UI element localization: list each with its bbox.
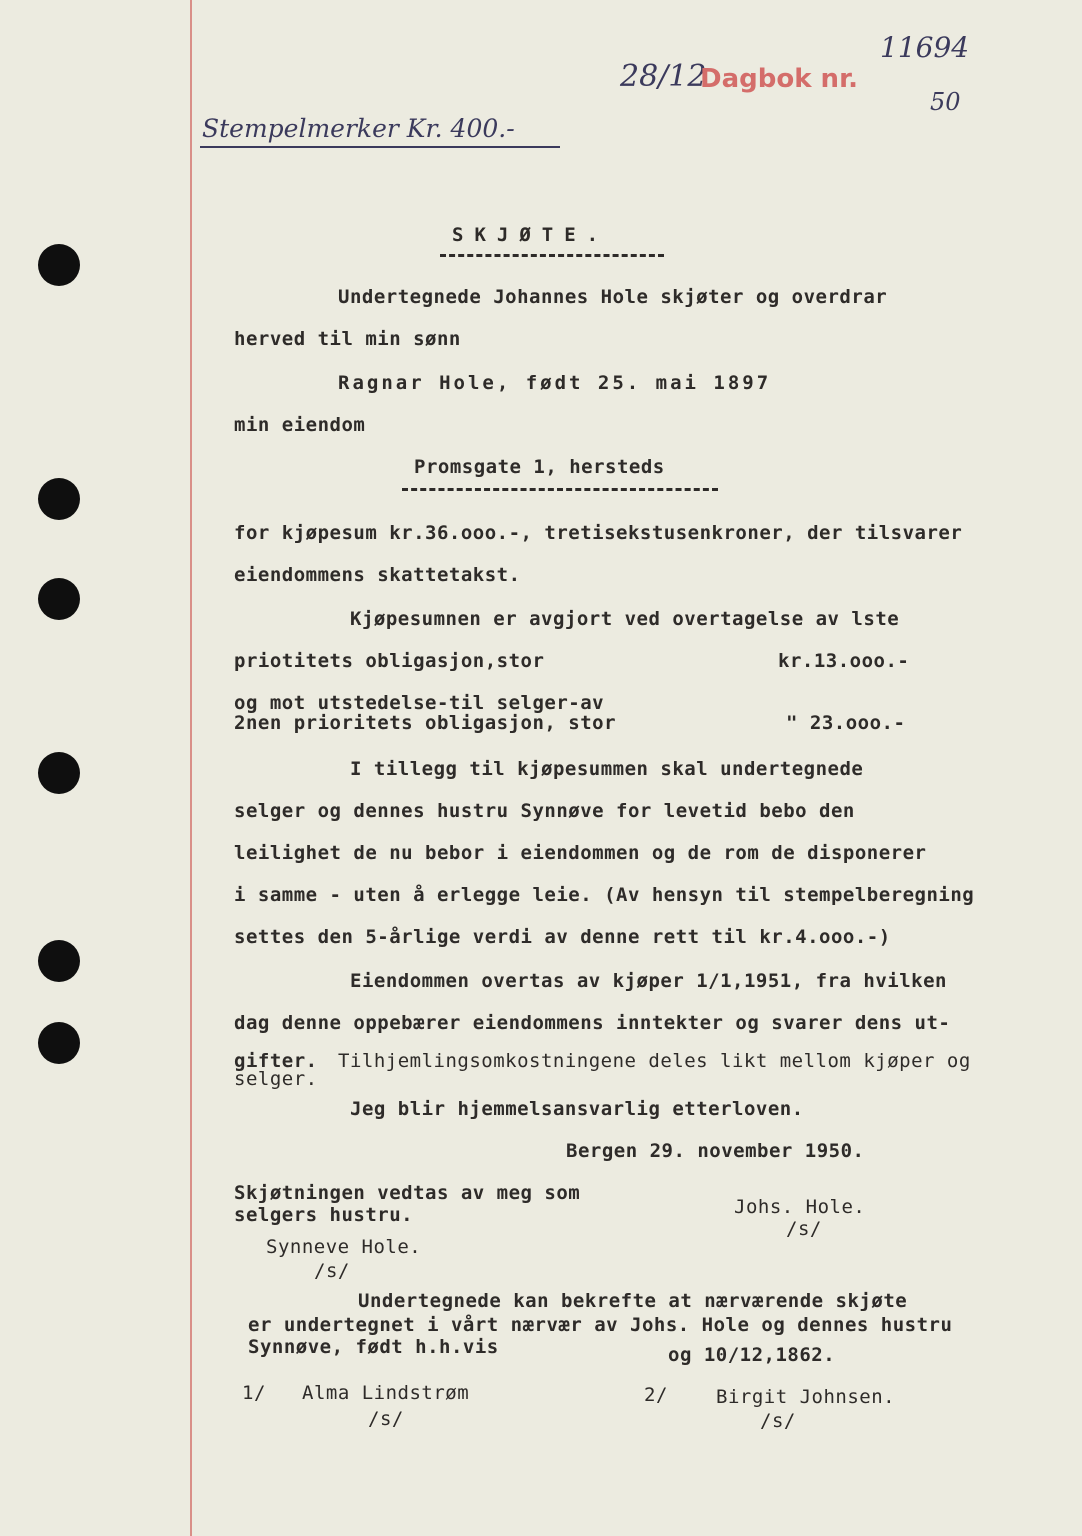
consent-line: selgers hustru. (234, 1204, 414, 1226)
body-line: dag denne oppebærer eiendommens inntekter og svarer dens ut- (234, 1012, 951, 1034)
witness-statement-line: Undertegnede kan bekrefte at nærværende skjøte (358, 1290, 908, 1312)
body-line: leilighet de nu bebor i eiendommen og de rom de disponerer (234, 842, 927, 864)
property-address: Promsgate 1, hersteds (414, 456, 665, 478)
punch-hole (38, 1022, 80, 1064)
body-line: selger og dennes hustru Synnøve for levetid bebo den (234, 800, 855, 822)
body-line: Undertegnede Johannes Hole skjøter og overdrar (338, 286, 888, 308)
punch-hole (38, 578, 80, 620)
stamp-fee-underline (200, 146, 560, 148)
punch-hole (38, 940, 80, 982)
witness-signature: /s/ (760, 1410, 796, 1432)
body-line: priotitets obligasjon,stor (234, 650, 545, 672)
body-line: eiendommens skattetakst. (234, 564, 521, 586)
body-line: gifter. (234, 1050, 318, 1072)
body-line: settes den 5-årlige verdi av denne rett til kr.4.ooo.-) (234, 926, 891, 948)
witness-number: 2/ (644, 1384, 668, 1406)
margin-rule (190, 0, 192, 1536)
stamp-fee-note: Stempelmerker Kr. 400.- (202, 114, 515, 143)
punch-hole (38, 244, 80, 286)
journal-year: 50 (930, 88, 961, 116)
body-line: Eiendommen overtas av kjøper 1/1,1951, fra hvilken (350, 970, 947, 992)
body-line: og mot utstedelse-til selger-av (234, 692, 605, 714)
journal-label-stamp: Dagbok nr. (700, 64, 859, 94)
body-line: i samme - uten å erlegge leie. (Av hensyn til stempelberegning (234, 884, 975, 906)
body-line: for kjøpesum kr.36.ooo.-, tretisekstusenkroner, der tilsvarer (234, 522, 963, 544)
spouse-name: Synneve Hole. (266, 1236, 422, 1258)
body-line-inserted: Tilhjemlingsomkostningene deles likt mellom kjøper og (338, 1050, 971, 1072)
property-underline (402, 488, 718, 491)
body-line-inserted: selger. (234, 1068, 318, 1090)
witness-name: Birgit Johnsen. (716, 1386, 896, 1408)
journal-number: 11694 (880, 31, 970, 64)
witness-statement-line: Synnøve, født h.h.vis (248, 1336, 499, 1358)
amount-second: " 23.ooo.- (786, 712, 906, 734)
amount-first: kr.13.ooo.- (778, 650, 910, 672)
witness-statement-line: er undertegnet i vårt nærvær av Johs. Hole og dennes hustru (248, 1314, 953, 1336)
body-line: I tillegg til kjøpesummen skal undertegnede (350, 758, 864, 780)
title-underline (440, 254, 664, 257)
witness-signature: /s/ (368, 1408, 404, 1430)
body-line: herved til min sønn (234, 328, 461, 350)
punch-hole (38, 752, 80, 794)
place-date: Bergen 29. november 1950. (566, 1140, 865, 1162)
consent-line: Skjøtningen vedtas av meg som (234, 1182, 581, 1204)
buyer-line: Ragnar Hole, født 25. mai 1897 (338, 372, 772, 394)
body-line: Kjøpesumnen er avgjort ved overtagelse av lste (350, 608, 900, 630)
body-line: 2nen prioritets obligasjon, stor (234, 712, 617, 734)
witness-name: Alma Lindstrøm (302, 1382, 470, 1404)
spouse-signature: /s/ (314, 1260, 350, 1282)
document-title: SKJØTE. (452, 224, 610, 246)
witness-number: 1/ (242, 1382, 266, 1404)
seller-name: Johs. Hole. (734, 1196, 866, 1218)
witness-statement-line: og 10/12,1862. (668, 1344, 836, 1366)
body-line: Jeg blir hjemmelsansvarlig etterloven. (350, 1098, 804, 1120)
date-note: 28/12 (620, 59, 707, 94)
punch-hole (38, 478, 80, 520)
body-line: min eiendom (234, 414, 366, 436)
seller-signature: /s/ (786, 1218, 822, 1240)
